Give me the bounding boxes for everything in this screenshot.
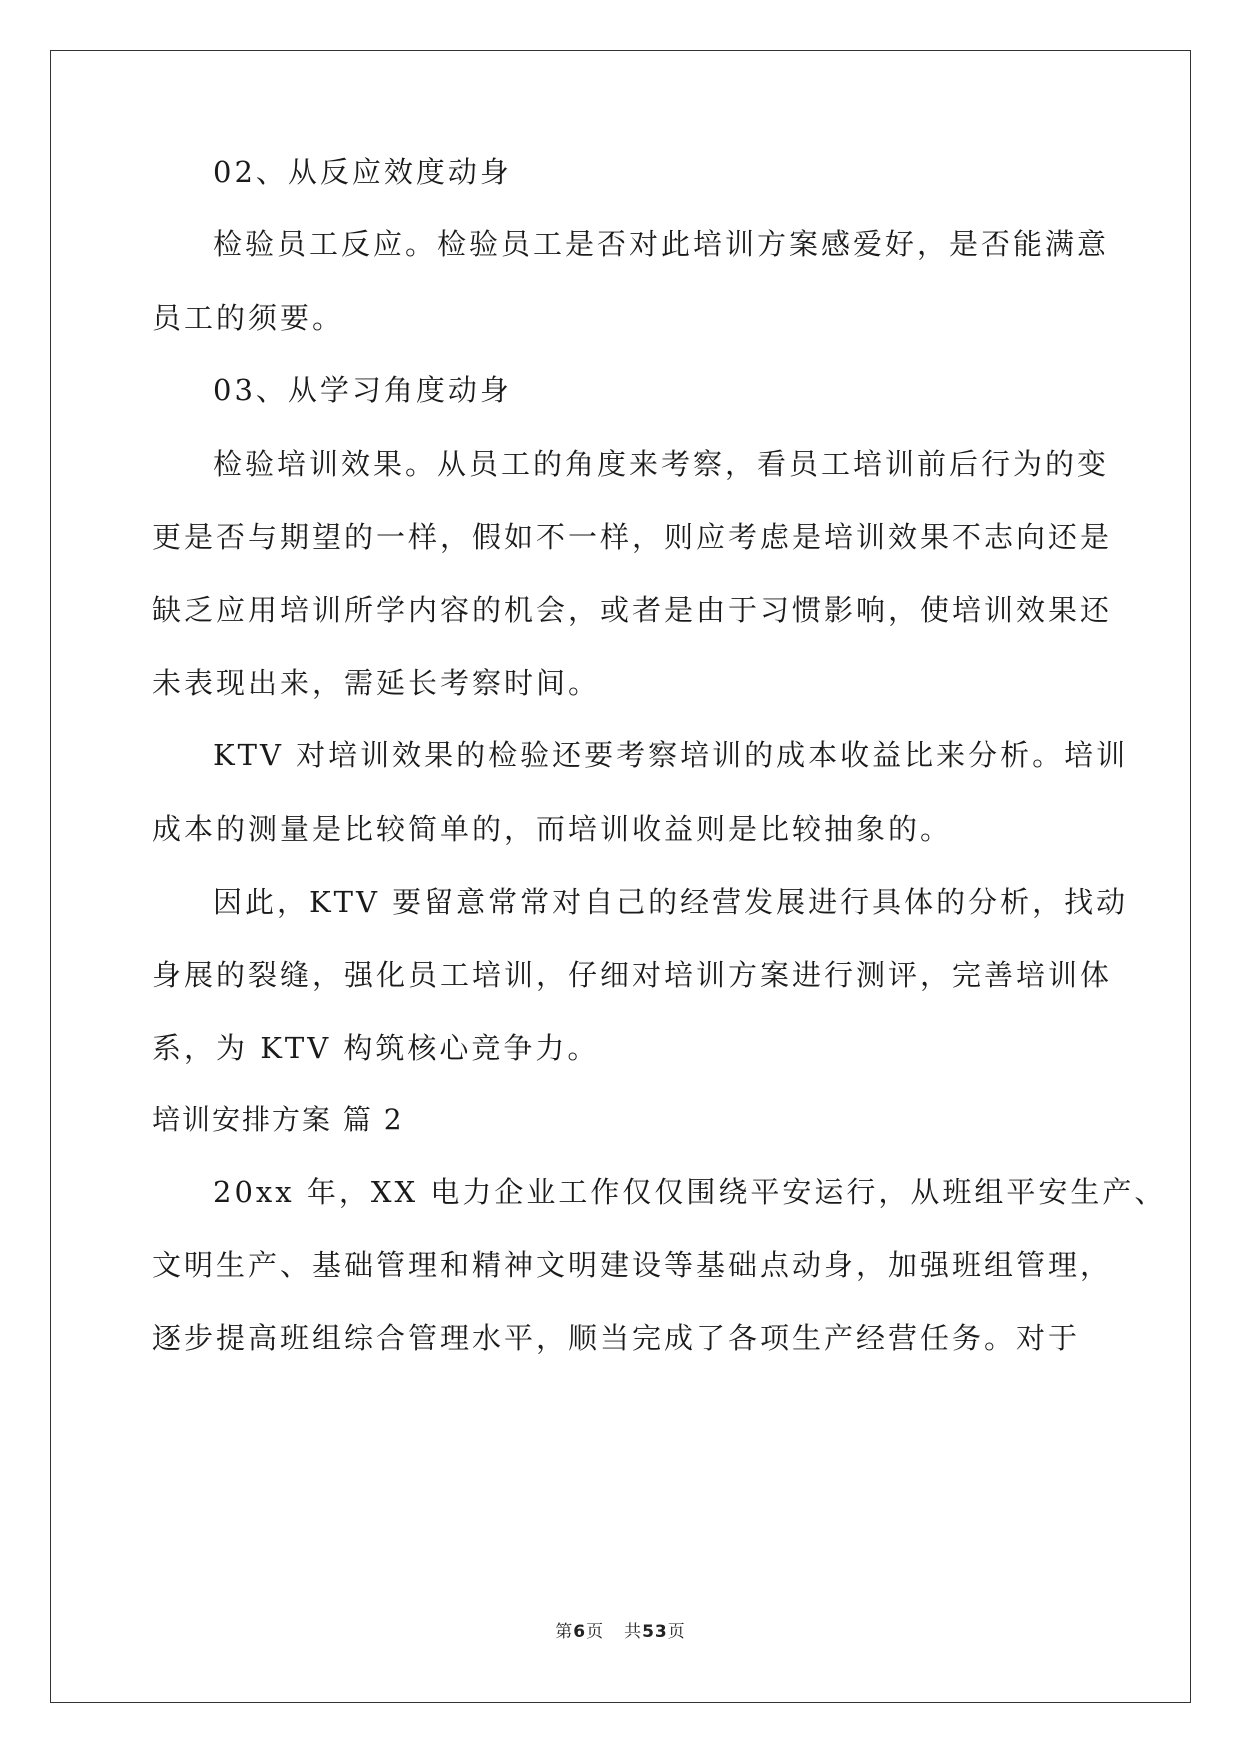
paragraph-line: 更是否与期望的一样，假如不一样，则应考虑是培训效果不志向还是 [152,520,1113,554]
current-page-number: 6 [573,1622,587,1642]
total-page-count: 53 [642,1622,668,1642]
paragraph-line: 员工的须要。 [152,301,345,335]
paragraph-line: 逐步提高班组综合管理水平，顺当完成了各项生产经营任务。对于 [152,1321,1081,1355]
paragraph-line: 检验员工反应。检验员工是否对此培训方案感爱好，是否能满意 [213,227,1110,261]
paragraph-line: 缺乏应用培训所学内容的机会，或者是由于习惯影响，使培训效果还 [152,593,1113,627]
footer-page-suffix: 页 [586,1622,605,1642]
paragraph-line: 未表现出来，需延长考察时间。 [152,666,601,700]
footer-total-suffix: 页 [667,1622,686,1642]
paragraph-line: 成本的测量是比较简单的，而培训收益则是比较抽象的。 [152,812,953,846]
paragraph-line: 文明生产、基础管理和精神文明建设等基础点动身，加强班组管理， [152,1248,1113,1282]
section-heading: 培训安排方案 篇 2 [152,1103,404,1136]
paragraph-line: 因此，KTV 要留意常常对自己的经营发展进行具体的分析，找动 [213,885,1129,919]
footer-prefix: 第 [555,1622,574,1642]
paragraph-line: 20xx 年，XX 电力企业工作仅仅围绕平安运行，从班组平安生产、 [213,1175,1167,1209]
paragraph-line: 02、从反应效度动身 [213,155,512,189]
paragraph-line: KTV 对培训效果的检验还要考察培训的成本收益比来分析。培训 [213,738,1129,772]
paragraph-line: 系，为 KTV 构筑核心竞争力。 [152,1031,600,1065]
page-footer [0,1617,1241,1642]
footer-total-prefix: 共 [624,1622,643,1642]
paragraph-line: 身展的裂缝，强化员工培训，仔细对培训方案进行测评，完善培训体 [152,958,1113,992]
paragraph-line: 检验培训效果。从员工的角度来考察，看员工培训前后行为的变 [213,447,1110,481]
paragraph-line: 03、从学习角度动身 [213,373,512,407]
